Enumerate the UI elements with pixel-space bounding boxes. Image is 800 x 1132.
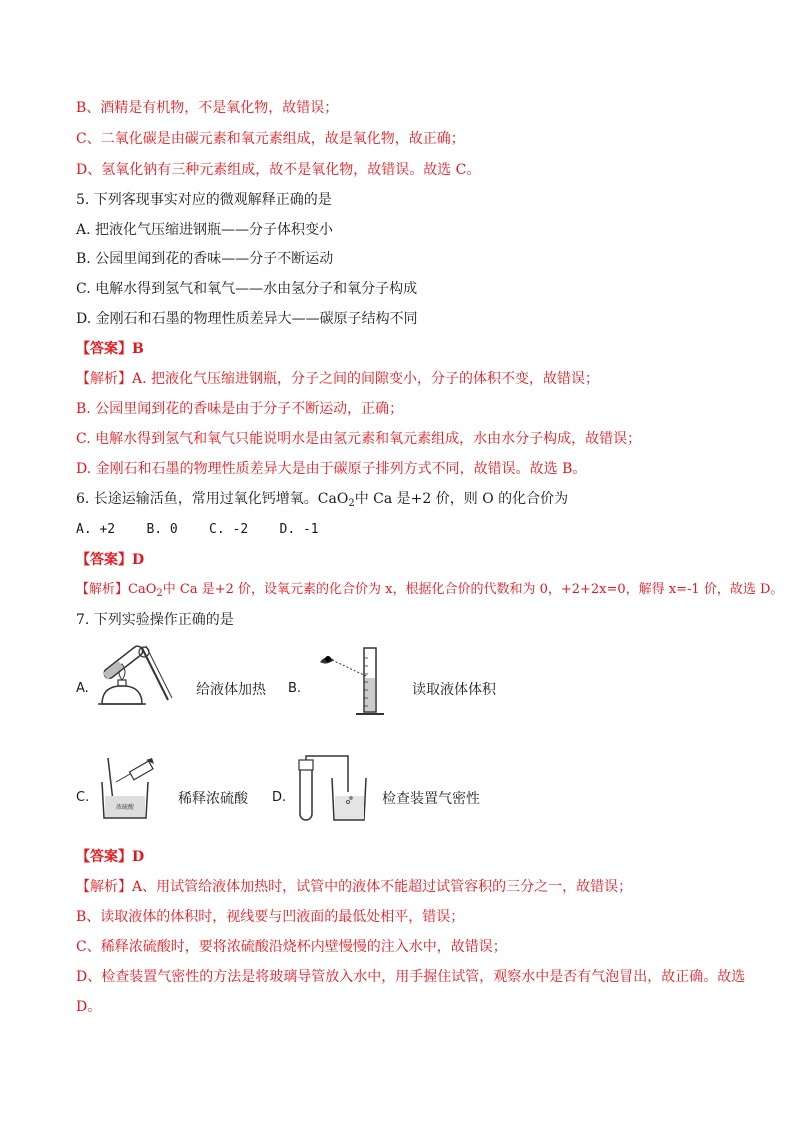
explanation-5-line: 【解析】A. 把液化气压缩进钢瓶，分子之间的间隙变小，分子的体积不变，故错误； (76, 371, 600, 387)
question-5-option-a: A. 把液化气压缩进钢瓶——分子体积变小 (76, 222, 334, 238)
explanation-7-line: C、稀释浓硫酸时，要将浓硫酸沿烧杯内壁慢慢的注入水中，故错误； (76, 939, 507, 955)
explanation-line: D、氢氧化钠有三种元素组成，故不是氧化物，故错误。故选 C。 (76, 162, 481, 178)
question-6-options: A. +2 B. 0 C. -2 D. -1 (76, 522, 319, 537)
answer-5: 【答案】B (76, 341, 144, 357)
heating-liquid-figure (92, 642, 182, 712)
option-a-label: A. (76, 681, 89, 696)
explanation-5-line: D. 金刚石和石墨的物理性质差异大是由于碳原子排列方式不同，故错误。故选 B。 (76, 461, 587, 477)
question-6-stem (76, 489, 568, 509)
answer-7: 【答案】D (76, 849, 145, 865)
question-7-stem: 7. 下列实验操作正确的是 (76, 612, 234, 628)
answer-6: 【答案】D (76, 552, 145, 568)
explanation-7-line: 【解析】A、用试管给液体加热时，试管中的液体不能超过试管容积的三分之一，故错误； (76, 879, 633, 895)
explanation-line: C、二氧化碳是由碳元素和氧元素组成，故是氧化物，故正确； (76, 131, 465, 147)
beaker-label: 浓硫酸 (116, 804, 135, 811)
airtightness-figure (290, 752, 370, 828)
question-5-option-b: B. 公园里闻到花的香味——分子不断运动 (76, 251, 334, 267)
option-c-text: 稀释浓硫酸 (178, 791, 248, 807)
option-d-text: 检查装置气密性 (382, 791, 480, 807)
explanation-7-line: B、读取液体的体积时，视线要与凹液面的最低处相平，错误； (76, 909, 465, 925)
question-6-stem-post: 中 Ca 是+2 价，则 O 的化合价为 (354, 491, 569, 507)
explanation-5-line: B. 公园里闻到花的香味是由于分子不断运动，正确； (76, 401, 404, 417)
option-c-label: C. (76, 790, 90, 805)
explanation-6 (76, 580, 783, 600)
reading-volume-figure (306, 640, 396, 720)
subscript: 2 (348, 498, 355, 509)
question-5-stem: 5. 下列客现事实对应的微观解释正确的是 (76, 192, 332, 208)
option-b-text: 读取液体体积 (412, 682, 496, 698)
subscript: 2 (156, 588, 163, 599)
explanation-6-pre: 【解析】CaO (76, 582, 157, 597)
option-d-label: D. (272, 790, 287, 805)
explanation-7-line: D、检查装置气密性的方法是将玻璃导管放入水中，用手握住试管，观察水中是否有气泡冒出，故正确。故选 (76, 969, 746, 985)
explanation-line: B、酒精是有机物，不是氧化物，故错误； (76, 100, 339, 116)
question-5-option-c: C. 电解水得到氢气和氧气——水由氢分子和氧分子构成 (76, 281, 418, 297)
diluting-acid-figure (96, 752, 168, 824)
question-5-option-d: D. 金刚石和石墨的物理性质差异大——碳原子结构不同 (76, 311, 418, 327)
option-a-text: 给液体加热 (196, 682, 266, 698)
explanation-6-post: 中 Ca 是+2 价，设氧元素的化合价为 x，根据化合价的代数和为 0，+2+2x=0，解得 x=-1 价，故选 D。 (162, 582, 784, 597)
option-b-label: B. (288, 681, 302, 696)
explanation-7-line: D。 (76, 999, 102, 1015)
explanation-5-line: C. 电解水得到氢气和氧气只能说明水是由氢元素和氧元素组成，水由水分子构成，故错误； (76, 431, 642, 447)
question-6-stem-pre: 6. 长途运输活鱼，常用过氧化钙增氧。CaO (76, 491, 349, 507)
